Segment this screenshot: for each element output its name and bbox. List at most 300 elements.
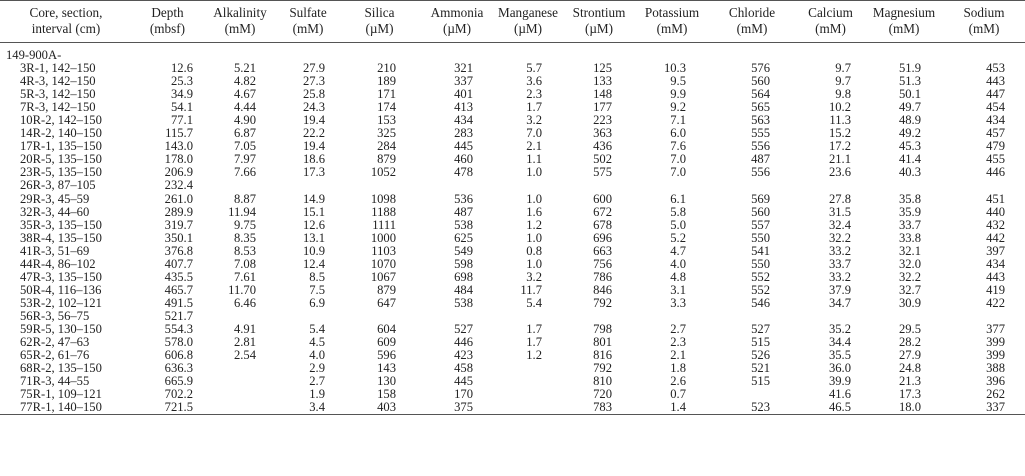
- value-cell: [494, 401, 562, 415]
- value-cell: 350.1: [164, 230, 193, 245]
- value-cell: 143.0: [164, 139, 193, 154]
- interval-cell: 5R-3, 142–150: [20, 87, 96, 102]
- value-cell: 8.35: [233, 230, 256, 245]
- interval-cell: 65R-2, 61–76: [20, 348, 90, 363]
- value-cell: 484: [454, 282, 473, 297]
- value-cell: 10.2: [828, 100, 851, 115]
- value-cell: 11.94: [228, 204, 256, 219]
- value-cell: 399: [986, 335, 1005, 350]
- value-cell: 2.1: [526, 139, 542, 154]
- value-cell: 5.4: [526, 295, 542, 310]
- value-cell: 2.7: [670, 321, 686, 336]
- header-unit: (mM): [292, 21, 324, 36]
- value-cell: 4.8: [670, 269, 686, 284]
- value-cell: 17.2: [828, 139, 851, 154]
- value-cell: 2.81: [233, 335, 256, 350]
- header-label: Depth: [151, 5, 184, 20]
- value-cell: 1.2: [526, 348, 542, 363]
- value-cell: 596: [377, 348, 396, 363]
- value-cell: 48.9: [898, 113, 921, 128]
- value-cell: 5.4: [309, 321, 325, 336]
- value-cell: 526: [751, 348, 770, 363]
- value-cell: 4.7: [670, 243, 686, 258]
- value-cell: 33.7: [828, 256, 851, 271]
- header-label: Alkalinity: [213, 5, 267, 20]
- table-row: [0, 323, 1025, 336]
- value-cell: 8.53: [233, 243, 256, 258]
- value-cell: 32.1: [898, 243, 921, 258]
- value-cell: 40.3: [898, 165, 921, 180]
- value-cell: 1.0: [526, 256, 542, 271]
- value-cell: 31.5: [828, 204, 851, 219]
- value-cell: 34.7: [828, 295, 851, 310]
- value-cell: 5.2: [670, 230, 686, 245]
- value-cell: [494, 362, 562, 375]
- value-cell: 171: [377, 87, 396, 102]
- value-cell: 515: [751, 335, 770, 350]
- header-unit: (µM): [513, 21, 543, 36]
- value-cell: 1070: [370, 256, 396, 271]
- header-label: Strontium: [572, 5, 626, 20]
- site-row-filler: [132, 49, 1025, 62]
- header-unit: (mM): [815, 21, 846, 36]
- value-cell: 284: [377, 139, 396, 154]
- value-cell: 810: [593, 374, 612, 389]
- value-cell: 37.9: [828, 282, 851, 297]
- value-cell: 6.9: [309, 295, 325, 310]
- value-cell: 563: [751, 113, 770, 128]
- value-cell: 289.9: [164, 204, 193, 219]
- value-cell: 556: [751, 165, 770, 180]
- value-cell: 521: [751, 361, 770, 376]
- value-cell: 538: [454, 295, 473, 310]
- value-cell: 7.97: [233, 152, 256, 167]
- value-cell: 18.6: [302, 152, 325, 167]
- value-cell: 698: [454, 269, 473, 284]
- value-cell: 606.8: [164, 348, 193, 363]
- value-cell: 41.4: [898, 152, 921, 167]
- value-cell: [494, 388, 562, 401]
- value-cell: 8.87: [233, 191, 256, 206]
- value-cell: 9.8: [835, 87, 851, 102]
- value-cell: 454: [986, 100, 1005, 115]
- value-cell: 446: [986, 165, 1005, 180]
- value-cell: 3.2: [526, 269, 542, 284]
- interval-cell: 14R-2, 140–150: [20, 126, 102, 141]
- value-cell: 1.0: [526, 165, 542, 180]
- value-cell: 1.7: [526, 335, 542, 350]
- value-cell: 45.3: [898, 139, 921, 154]
- interval-cell: 62R-2, 47–63: [20, 335, 90, 350]
- value-cell: 283: [454, 126, 473, 141]
- value-cell: 4.90: [233, 113, 256, 128]
- value-cell: 1052: [370, 165, 396, 180]
- value-cell: 11.7: [520, 282, 542, 297]
- value-cell: 12.6: [170, 61, 193, 76]
- table-row: [0, 219, 1025, 232]
- value-cell: 39.9: [828, 374, 851, 389]
- value-cell: 460: [454, 152, 473, 167]
- interval-cell: 10R-2, 142–150: [20, 113, 102, 128]
- table-row: [0, 284, 1025, 297]
- value-cell: 35.5: [828, 348, 851, 363]
- value-cell: 32.7: [898, 282, 921, 297]
- value-cell: 720: [593, 387, 612, 402]
- interval-cell: 38R-4, 135–150: [20, 230, 102, 245]
- value-cell: 442: [986, 230, 1005, 245]
- value-cell: 9.7: [835, 61, 851, 76]
- value-cell: 35.8: [898, 191, 921, 206]
- value-cell: 2.9: [309, 361, 325, 376]
- interval-cell: 20R-5, 135–150: [20, 152, 102, 167]
- value-cell: 432: [986, 217, 1005, 232]
- value-cell: 46.5: [828, 400, 851, 415]
- value-cell: 11.70: [228, 282, 256, 297]
- value-cell: [203, 375, 277, 388]
- value-cell: 457: [986, 126, 1005, 141]
- value-cell: 0.7: [670, 387, 686, 402]
- value-cell: 7.0: [670, 165, 686, 180]
- value-cell: 9.5: [670, 74, 686, 89]
- value-cell: 399: [986, 348, 1005, 363]
- interval-cell: 23R-5, 135–150: [20, 165, 102, 180]
- value-cell: [636, 179, 708, 192]
- value-cell: 7.08: [233, 256, 256, 271]
- value-cell: 262: [986, 387, 1005, 402]
- header-label: Chloride: [728, 5, 776, 20]
- header-label: Core, section,: [29, 5, 103, 20]
- value-cell: 174: [377, 100, 396, 115]
- value-cell: 1.2: [526, 217, 542, 232]
- value-cell: 158: [377, 387, 396, 402]
- value-cell: 261.0: [164, 191, 193, 206]
- header-unit: (mM): [888, 21, 920, 36]
- table-row: [0, 166, 1025, 179]
- value-cell: 4.0: [670, 256, 686, 271]
- value-cell: 15.2: [828, 126, 851, 141]
- value-cell: 148: [593, 87, 612, 102]
- value-cell: 9.75: [233, 217, 256, 232]
- value-cell: 21.3: [898, 374, 921, 389]
- value-cell: 7.1: [670, 113, 686, 128]
- table-row: [0, 362, 1025, 375]
- value-cell: 6.46: [233, 295, 256, 310]
- value-cell: 49.7: [898, 100, 921, 115]
- value-cell: 27.8: [828, 191, 851, 206]
- value-cell: 5.21: [233, 61, 256, 76]
- table-row: [0, 153, 1025, 166]
- value-cell: 17.3: [302, 165, 325, 180]
- value-cell: 49.2: [898, 126, 921, 141]
- interval-cell: 32R-3, 44–60: [20, 204, 90, 219]
- header-unit: (mM): [224, 21, 256, 36]
- table-row: [0, 140, 1025, 153]
- value-cell: 487: [751, 152, 770, 167]
- value-cell: 541: [751, 243, 770, 258]
- table-row: [0, 75, 1025, 88]
- value-cell: 12.6: [302, 217, 325, 232]
- value-cell: 388: [986, 361, 1005, 376]
- value-cell: 663: [593, 243, 612, 258]
- value-cell: 422: [986, 295, 1005, 310]
- column-header: [339, 1, 420, 43]
- column-header: [865, 1, 943, 43]
- value-cell: 13.1: [302, 230, 325, 245]
- interval-cell: 50R-4, 116–136: [20, 282, 102, 297]
- value-cell: 455: [986, 152, 1005, 167]
- value-cell: 2.7: [309, 374, 325, 389]
- value-cell: 1067: [370, 269, 396, 284]
- table-body: [0, 43, 1025, 415]
- value-cell: 798: [593, 321, 612, 336]
- value-cell: 1111: [372, 217, 396, 232]
- value-cell: 2.54: [233, 348, 256, 363]
- value-cell: 1.0: [526, 191, 542, 206]
- header-row: [0, 1, 1025, 43]
- value-cell: 50.1: [898, 87, 921, 102]
- value-cell: 22.2: [302, 126, 325, 141]
- value-cell: 2.1: [670, 348, 686, 363]
- interval-cell: 77R-1, 140–150: [20, 400, 102, 415]
- value-cell: 32.2: [898, 269, 921, 284]
- value-cell: 51.9: [898, 61, 921, 76]
- table-row: [0, 88, 1025, 101]
- value-cell: 377: [986, 321, 1005, 336]
- value-cell: 33.7: [898, 217, 921, 232]
- value-cell: 521.7: [164, 308, 193, 323]
- value-cell: 375: [454, 400, 473, 415]
- value-cell: [943, 310, 1025, 323]
- value-cell: 1.7: [526, 100, 542, 115]
- value-cell: 7.6: [670, 139, 686, 154]
- value-cell: 598: [454, 256, 473, 271]
- value-cell: 419: [986, 282, 1005, 297]
- table-row: [0, 114, 1025, 127]
- value-cell: 4.5: [309, 335, 325, 350]
- value-cell: 19.4: [302, 139, 325, 154]
- value-cell: 25.8: [302, 87, 325, 102]
- table-row: [0, 127, 1025, 140]
- value-cell: 133: [593, 74, 612, 89]
- value-cell: 32.0: [898, 256, 921, 271]
- table-row: [0, 245, 1025, 258]
- interval-cell: 26R-3, 87–105: [20, 178, 96, 193]
- table-row: [0, 258, 1025, 271]
- value-cell: 2.3: [670, 335, 686, 350]
- value-cell: 6.1: [670, 191, 686, 206]
- value-cell: 515: [751, 374, 770, 389]
- value-cell: 12.4: [302, 256, 325, 271]
- value-cell: 325: [377, 126, 396, 141]
- value-cell: 206.9: [164, 165, 193, 180]
- value-cell: 143: [377, 361, 396, 376]
- column-header: [0, 1, 132, 43]
- column-header: [494, 1, 562, 43]
- table-row: [0, 232, 1025, 245]
- value-cell: 115.7: [165, 126, 193, 141]
- value-cell: 11.3: [829, 113, 851, 128]
- header-unit: (µM): [442, 21, 472, 36]
- table-row: [0, 310, 1025, 323]
- value-cell: 27.9: [302, 61, 325, 76]
- value-cell: 816: [593, 348, 612, 363]
- interval-cell: 41R-3, 51–69: [20, 243, 90, 258]
- value-cell: 6.87: [233, 126, 256, 141]
- value-cell: 177: [593, 100, 612, 115]
- header-label: Magnesium: [872, 5, 936, 20]
- table-row: [0, 193, 1025, 206]
- value-cell: 34.4: [828, 335, 851, 350]
- value-cell: [494, 375, 562, 388]
- value-cell: 546: [751, 295, 770, 310]
- value-cell: 5.7: [526, 61, 542, 76]
- header-unit: (mM): [656, 21, 688, 36]
- value-cell: 10.9: [302, 243, 325, 258]
- table-row: [0, 271, 1025, 284]
- header-label: Ammonia: [430, 5, 484, 20]
- value-cell: 604: [377, 321, 396, 336]
- value-cell: 792: [593, 361, 612, 376]
- value-cell: 478: [454, 165, 473, 180]
- value-cell: 443: [986, 74, 1005, 89]
- value-cell: 337: [986, 400, 1005, 415]
- value-cell: 487: [454, 204, 473, 219]
- value-cell: [494, 179, 562, 192]
- value-cell: 555: [751, 126, 770, 141]
- value-cell: [339, 179, 420, 192]
- value-cell: 396: [986, 374, 1005, 389]
- value-cell: 576: [751, 61, 770, 76]
- value-cell: [203, 401, 277, 415]
- interval-cell: 71R-3, 44–55: [20, 374, 90, 389]
- table-header: [0, 1, 1025, 43]
- value-cell: 319.7: [164, 217, 193, 232]
- value-cell: 210: [377, 61, 396, 76]
- value-cell: 434: [986, 256, 1005, 271]
- header-label: Silica: [364, 5, 395, 20]
- value-cell: 413: [454, 100, 473, 115]
- value-cell: 33.8: [898, 230, 921, 245]
- value-cell: 1188: [371, 204, 396, 219]
- value-cell: 1.0: [526, 230, 542, 245]
- column-header: [203, 1, 277, 43]
- value-cell: 35.2: [828, 321, 851, 336]
- value-cell: 560: [751, 204, 770, 219]
- value-cell: 4.0: [309, 348, 325, 363]
- interval-cell: 17R-1, 135–150: [20, 139, 102, 154]
- value-cell: 321: [454, 61, 473, 76]
- value-cell: 565: [751, 100, 770, 115]
- value-cell: 554.3: [164, 321, 193, 336]
- value-cell: 9.7: [835, 74, 851, 89]
- column-header: [708, 1, 796, 43]
- value-cell: 35.9: [898, 204, 921, 219]
- value-cell: 397: [986, 243, 1005, 258]
- table-row: [0, 179, 1025, 192]
- value-cell: 4.82: [233, 74, 256, 89]
- value-cell: 7.0: [670, 152, 686, 167]
- value-cell: 491.5: [164, 295, 193, 310]
- value-cell: 1.1: [526, 152, 542, 167]
- value-cell: 178.0: [164, 152, 193, 167]
- value-cell: 678: [593, 217, 612, 232]
- value-cell: 536: [454, 191, 473, 206]
- value-cell: 527: [751, 321, 770, 336]
- header-unit: (µM): [365, 21, 394, 36]
- value-cell: 401: [454, 87, 473, 102]
- value-cell: 600: [593, 191, 612, 206]
- value-cell: 29.5: [898, 321, 921, 336]
- value-cell: 77.1: [170, 113, 193, 128]
- table-row: [0, 297, 1025, 310]
- value-cell: 879: [377, 152, 396, 167]
- value-cell: 549: [454, 243, 473, 258]
- value-cell: 1.8: [670, 361, 686, 376]
- value-cell: 14.9: [302, 191, 325, 206]
- value-cell: 721.5: [164, 400, 193, 415]
- interval-cell: 59R-5, 130–150: [20, 321, 102, 336]
- value-cell: [203, 179, 277, 192]
- value-cell: 423: [454, 348, 473, 363]
- value-cell: 702.2: [164, 387, 193, 402]
- value-cell: 130: [377, 374, 396, 389]
- value-cell: 792: [593, 295, 612, 310]
- value-cell: 54.1: [170, 100, 193, 115]
- value-cell: 560: [751, 74, 770, 89]
- value-cell: [796, 179, 865, 192]
- value-cell: 21.1: [828, 152, 851, 167]
- table-row: [0, 388, 1025, 401]
- value-cell: 647: [377, 295, 396, 310]
- value-cell: 879: [377, 282, 396, 297]
- value-cell: 170: [454, 387, 473, 402]
- value-cell: 479: [986, 139, 1005, 154]
- value-cell: 232.4: [164, 178, 193, 193]
- value-cell: 7.5: [309, 282, 325, 297]
- table-row: [0, 375, 1025, 388]
- header-unit: (mM): [736, 21, 768, 36]
- table-row: [0, 101, 1025, 114]
- header-unit: (mM): [968, 21, 1000, 36]
- value-cell: 8.5: [309, 269, 325, 284]
- value-cell: 3.4: [309, 400, 325, 415]
- value-cell: 502: [593, 152, 612, 167]
- value-cell: 625: [454, 230, 473, 245]
- interval-cell: 7R-3, 142–150: [20, 100, 96, 115]
- value-cell: 552: [751, 282, 770, 297]
- value-cell: 696: [593, 230, 612, 245]
- value-cell: 2.3: [526, 87, 542, 102]
- value-cell: 9.9: [670, 87, 686, 102]
- value-cell: 564: [751, 87, 770, 102]
- value-cell: 443: [986, 269, 1005, 284]
- value-cell: 446: [454, 335, 473, 350]
- value-cell: 1.7: [526, 321, 542, 336]
- interval-cell: 3R-1, 142–150: [20, 61, 96, 76]
- value-cell: 376.8: [164, 243, 193, 258]
- value-cell: 25.3: [170, 74, 193, 89]
- header-unit: (mbsf): [149, 21, 186, 36]
- interval-cell: 35R-3, 135–150: [20, 217, 102, 232]
- value-cell: 33.2: [828, 269, 851, 284]
- value-cell: 1098: [370, 191, 396, 206]
- value-cell: 7.61: [233, 269, 256, 284]
- value-cell: 3.2: [526, 113, 542, 128]
- value-cell: 36.0: [828, 361, 851, 376]
- value-cell: [277, 179, 339, 192]
- table-row: [0, 401, 1025, 415]
- header-unit: interval (cm): [31, 21, 101, 36]
